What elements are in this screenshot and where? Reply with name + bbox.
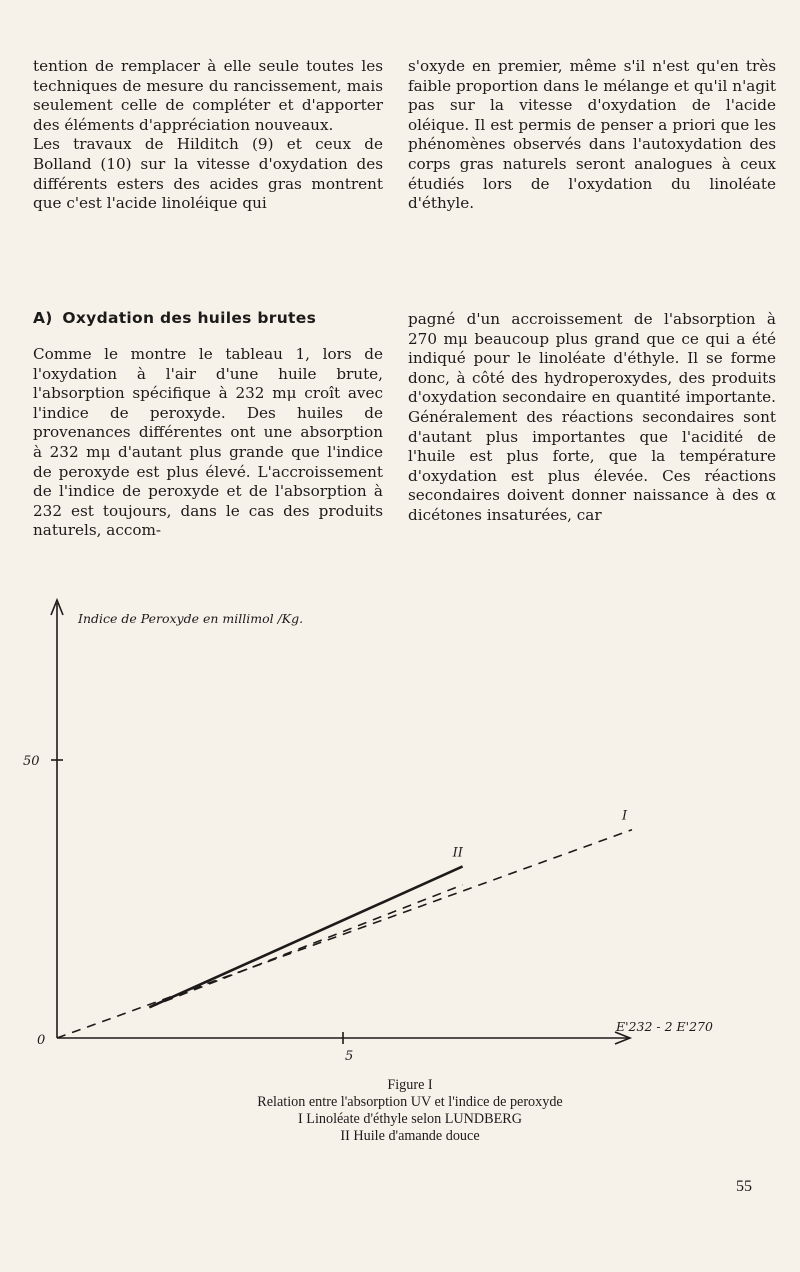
right-column-top [408, 57, 776, 214]
paragraph: Les travaux de Hilditch (9) et ceux de Bolland (10) sur la vitesse d'oxydation des différents esters des acides gras montrent que c'est l'acide linoléique qui [33, 135, 383, 213]
y-tick-label: 50 [23, 754, 40, 769]
series-line-ii [149, 866, 462, 1007]
paragraph: Comme le montre le tableau 1, lors de l'oxydation à l'air d'une huile brute, l'absorption spécifique à 232 mμ croît avec l'indice de peroxyde. Des huiles de provenances différentes ont une absorption à 232 mμ d'autant plus grande que l'indice de peroxyde est plus élevé. L'accroissement de l'indice de peroxyde et de l'absorption à 232 est toujours, dans le cas des produits naturels, accom- [33, 345, 383, 540]
origin-label: 0 [37, 1033, 46, 1048]
left-column-top [33, 57, 383, 214]
paragraph: pagné d'un accroissement de l'absorption à 270 mμ beaucoup plus grand que ce qui a été indiqué pour le linoléate d'éthyle. Il se forme donc, à côté des hydroperoxydes, des produits d'oxydation secondaire en quantité importante. Généralement des réactions secondaires sont d'autant plus importantes que l'acidité de l'huile est plus forte, que la température d'oxydation est plus élevée. Ces réactions secondaires doivent donner naissance à des α dicétones insaturées, car [408, 310, 776, 524]
left-column-bottom [33, 345, 383, 541]
right-column-bottom [408, 310, 776, 526]
figure-number: Figure I [387, 1077, 433, 1093]
legend-line-1: I Linoléate d'éthyle selon LUNDBERG [298, 1111, 522, 1127]
figure-chart [20, 585, 780, 1075]
series-label-i: I [622, 808, 628, 824]
figure-title: Relation entre l'absorption UV et l'indice de peroxyde [257, 1094, 563, 1110]
legend-line-2: II Huile d'amande douce [340, 1128, 480, 1144]
series-label-ii: II [452, 845, 463, 861]
section-title: Oxydation des huiles brutes [62, 309, 317, 327]
paragraph: tention de remplacer à elle seule toutes les techniques de mesure du rancissement, mais seulement celle de compléter et d'apporter des éléments d'appréciation nouveaux. [33, 57, 383, 134]
y-axis-label: Indice de Peroxyde en millimol /Kg. [78, 611, 304, 626]
x-tick-label: 5 [345, 1049, 354, 1064]
page-number: 55 [736, 1178, 752, 1195]
figure-caption [120, 1077, 700, 1145]
section-label: A) [33, 309, 53, 327]
x-axis-label: E'232 - 2 E'270 [616, 1019, 713, 1034]
chart-svg [20, 585, 780, 1075]
series-line-i [57, 830, 632, 1038]
series-layer [57, 809, 632, 1038]
series-line-dashed-2 [149, 885, 462, 1008]
section-heading [33, 309, 385, 327]
paragraph: s'oxyde en premier, même s'il n'est qu'en très faible proportion dans le mélange et qu'il n'agit pas sur la vitesse d'oxydation de l'acide oléique. Il est permis de penser a priori que les phénomènes observés dans l'autoxydation des corps gras naturels seront analogues à ceux étudiés lors de l'oxydation du linoléate d'éthyle. [408, 57, 776, 213]
